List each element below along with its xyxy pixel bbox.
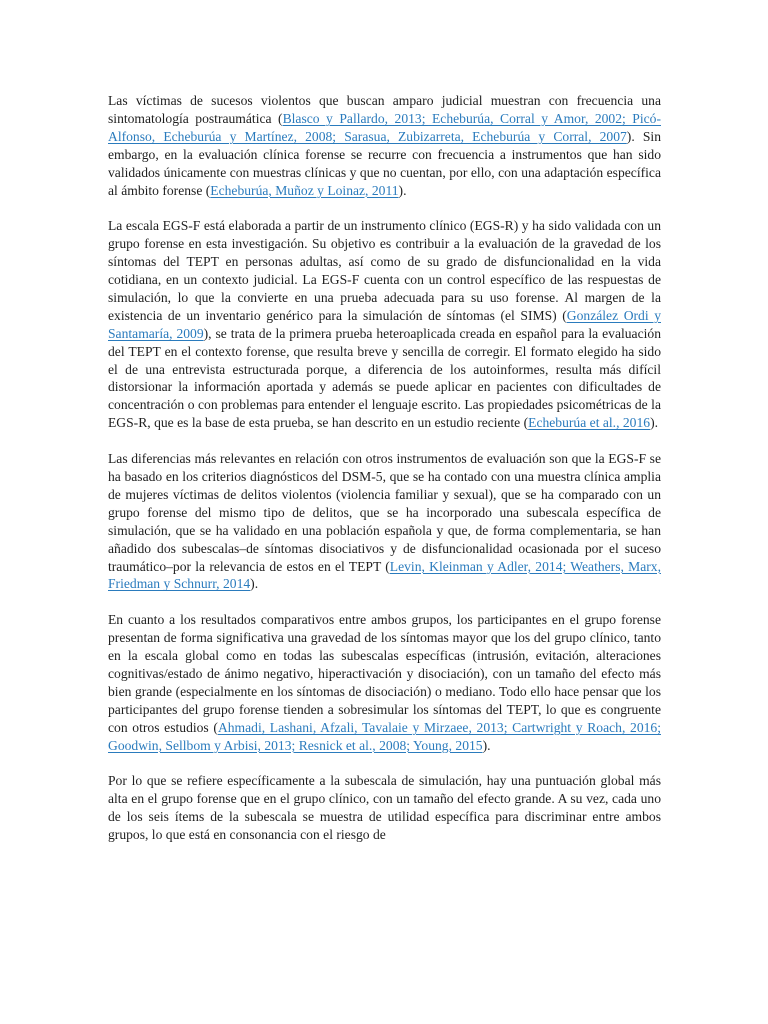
paragraph-2	[108, 217, 661, 432]
paragraph-3	[108, 450, 661, 593]
paragraph-1	[108, 92, 661, 199]
paragraph-5	[108, 772, 661, 844]
text-run: ).	[482, 737, 491, 753]
citation-link[interactable]: Blasco y Pallardo, 2013; Echeburúa, Corral y Amor, 2002; Picó-Alfonso, Echeburúa y Martínez, 2008; Sarasua, Zubizarreta, Echeburúa y Corral, 2007	[108, 110, 661, 144]
document-body	[108, 92, 661, 844]
text-run: ). Sin embargo, en la evaluación clínica forense se recurre con frecuencia a instrumentos que han sido validados únicamente con muestras clínicas y que no cuentan, por ello, con una adaptación específica al ámbito forense (	[108, 128, 661, 198]
text-run: La escala EGS-F está elaborada a partir de un instrumento clínico (EGS-R) y ha sido validada con un grupo forense en esta investigación. Su objetivo es contribuir a la evaluación de la gravedad de los síntomas del TEPT en personas adultas, así como de su grado de disfuncionalidad en la vida cotidiana, en un contexto judicial. La EGS-F cuenta con un control específico de las respuestas de simulación, lo que la convierte en una prueba adecuada para su uso forense. Al margen de la existencia de un inventario genérico para la simulación de síntomas (el SIMS) (	[108, 218, 661, 323]
text-run: ).	[250, 576, 259, 592]
text-run: Por lo que se refiere específicamente a la subescala de simulación, hay una puntuación global más alta en el grupo forense que en el grupo clínico, con un tamaño del efecto grande. A su vez, cada uno de los seis ítems de la subescala se muestra de utilidad específica para discriminar entre ambos grupos, lo que está en consonancia con el riesgo de	[108, 773, 661, 843]
text-run: ).	[398, 182, 407, 198]
citation-link[interactable]: Echeburúa, Muñoz y Loinaz, 2011	[210, 182, 399, 198]
text-run: Las víctimas de sucesos violentos que buscan amparo judicial muestran con frecuencia una sintomatología postraumática (	[108, 93, 661, 126]
citation-link[interactable]: González Ordi y Santamaría, 2009	[108, 307, 661, 341]
text-run: Las diferencias más relevantes en relación con otros instrumentos de evaluación son que la EGS-F se ha basado en los criterios diagnósticos del DSM-5, que se ha contado con una muestra clínica amplia de mujeres víctimas de delitos violentos (violencia familiar y sexual), que se ha comparado con un grupo forense del mismo tipo de delitos, que se ha incorporado una subescala específica de simulación, que se ha validado en una población española y que, de forma complementaria, se han añadido dos subescalas–de síntomas disociativos y de disfuncionalidad ocasionada por el suceso traumático–por la relevancia de estos en el TEPT (	[108, 451, 661, 574]
citation-link[interactable]: Echeburúa et al., 2016	[528, 415, 651, 431]
text-run: En cuanto a los resultados comparativos entre ambos grupos, los participantes en el grupo forense presentan de forma significativa una gravedad de los síntomas mayor que los del grupo clínico, tanto en la escala global como en todas las subescalas específicas (intrusión, evitación, alteraciones cognitivas/estado de ánimo negativo, hiperactivación y disociación), con un tamaño del efecto más bien grande (especialmente en los síntomas de disociación) o mediano. Todo ello hace pensar que los participantes del grupo forense tienden a sobresimular los síntomas del TEPT, lo que es congruente con otros estudios (	[108, 612, 661, 735]
paragraph-4	[108, 611, 661, 754]
citation-link[interactable]: Levin, Kleinman y Adler, 2014; Weathers, Marx, Friedman y Schnurr, 2014	[108, 558, 661, 592]
citation-link[interactable]: Ahmadi, Lashani, Afzali, Tavalaie y Mirzaee, 2013; Cartwright y Roach, 2016; Goodwin, Sellbom y Arbisi, 2013; Resnick et al., 2008; Young, 2015	[108, 719, 661, 753]
text-run: ).	[650, 415, 658, 431]
text-run: ), se trata de la primera prueba heteroaplicada creada en español para la evaluación del TEPT en el contexto forense, que resulta breve y sencilla de corregir. El formato elegido ha sido el de una entrevista estructurada porque, a diferencia de los autoinformes, resulta más difícil distorsionar la información aportada y además se puede aplicar en pacientes con dificultades de concentración o con problemas para entender el lenguaje escrito. Las propiedades psicométricas de la EGS-R, que es la base de esta prueba, se han descrito en un estudio reciente (	[108, 325, 661, 431]
